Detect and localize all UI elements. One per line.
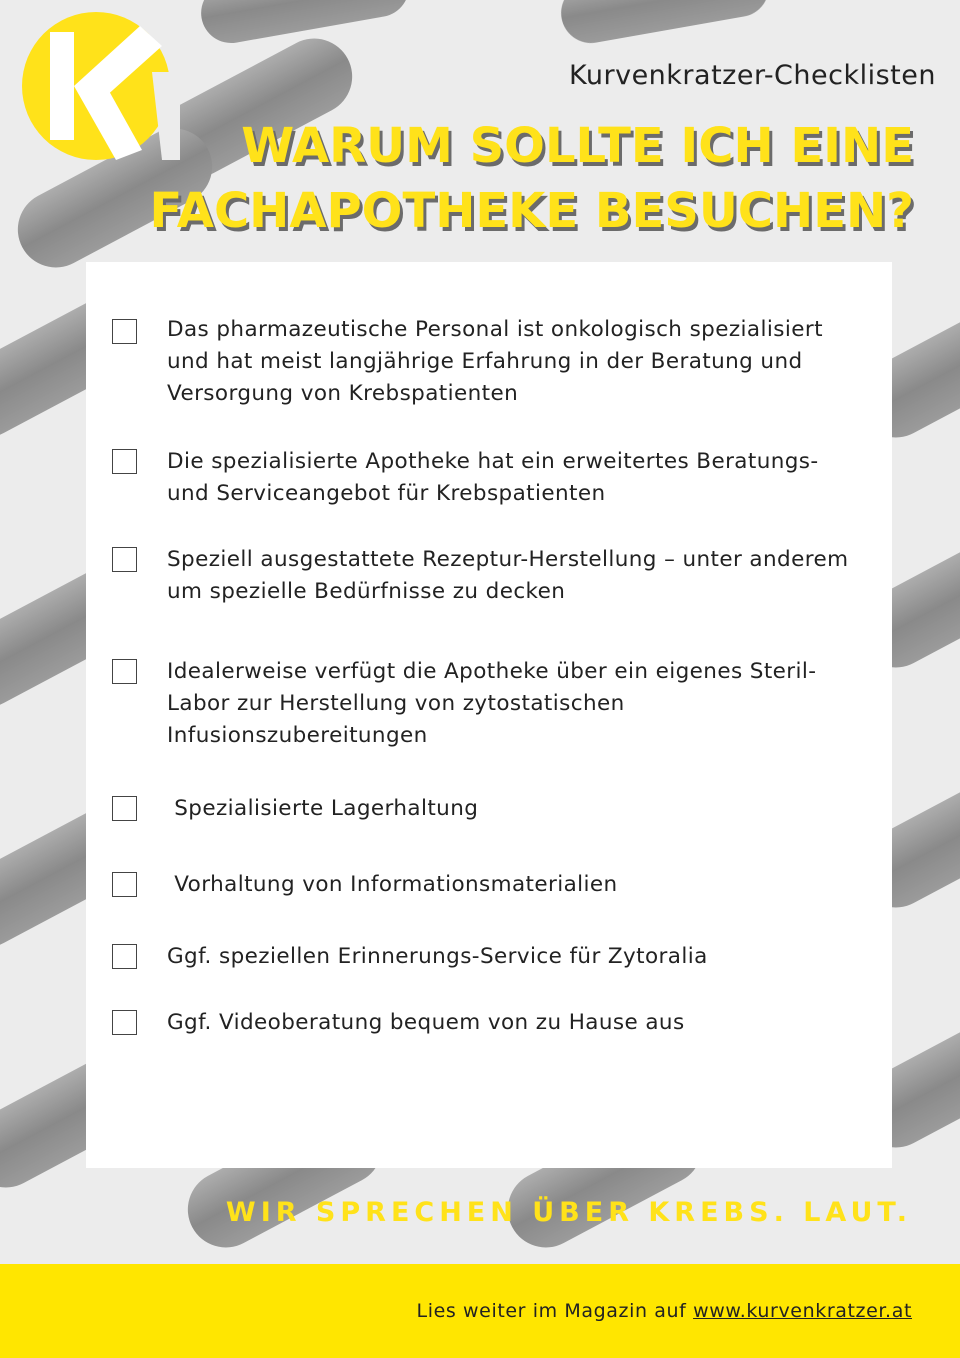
checklist-item-text: Ggf. speziellen Erinnerungs-Service für Zytoralia — [167, 944, 708, 969]
checkbox-icon[interactable] — [112, 449, 137, 474]
checklist-item-line: Labor zur Herstellung von zytostatischen — [167, 691, 625, 716]
checkbox-icon[interactable] — [112, 1010, 137, 1035]
series-title: Kurvenkratzer-Checklisten — [569, 60, 936, 91]
checklist-item-line: Infusionszubereitungen — [167, 723, 428, 748]
checkbox-icon[interactable] — [112, 944, 137, 969]
checkbox-icon[interactable] — [112, 872, 137, 897]
checklist-item-line: und hat meist langjährige Erfahrung in der Beratung und — [167, 349, 803, 374]
footer — [417, 1300, 912, 1322]
checkbox-icon[interactable] — [112, 659, 137, 684]
checklist-item-line: Versorgung von Krebspatienten — [167, 381, 519, 406]
checklist-item-line: und Serviceangebot für Krebspatienten — [167, 481, 606, 506]
website-link[interactable]: www.kurvenkratzer.at — [693, 1300, 912, 1322]
checklist-item-line: Speziell ausgestattete Rezeptur-Herstellung – unter anderem — [167, 547, 849, 572]
checkbox-icon[interactable] — [112, 319, 137, 344]
checklist-item-line: Idealerweise verfügt die Apotheke über ein eigenes Steril- — [167, 659, 817, 684]
checklist-item-text — [167, 446, 887, 510]
checkbox-icon[interactable] — [112, 547, 137, 572]
page-title-line-1: WARUM SOLLTE ICH EINE — [241, 118, 914, 174]
checklist-item-text — [167, 656, 887, 752]
checklist-item-text: Vorhaltung von Informationsmaterialien — [167, 872, 618, 897]
checklist-item-text: Ggf. Videoberatung bequem von zu Hause aus — [167, 1010, 685, 1035]
checklist-card — [86, 262, 892, 1168]
checklist-item-text — [167, 314, 887, 410]
page-title — [114, 114, 914, 244]
checklist-item-text — [167, 544, 887, 608]
checklist-item-line: Das pharmazeutische Personal ist onkologisch spezialisiert — [167, 317, 823, 342]
page-title-line-2: FACHAPOTHEKE BESUCHEN? — [149, 183, 914, 239]
checklist-item-line: Die spezialisierte Apotheke hat ein erweitertes Beratungs- — [167, 449, 819, 474]
tagline: WIR SPRECHEN ÜBER KREBS. LAUT. — [225, 1197, 912, 1228]
checkbox-icon[interactable] — [112, 796, 137, 821]
checklist-item-text: Spezialisierte Lagerhaltung — [167, 796, 479, 821]
footer-text: Lies weiter im Magazin auf — [416, 1300, 687, 1322]
checklist-item-line: um spezielle Bedürfnisse zu decken — [167, 579, 566, 604]
